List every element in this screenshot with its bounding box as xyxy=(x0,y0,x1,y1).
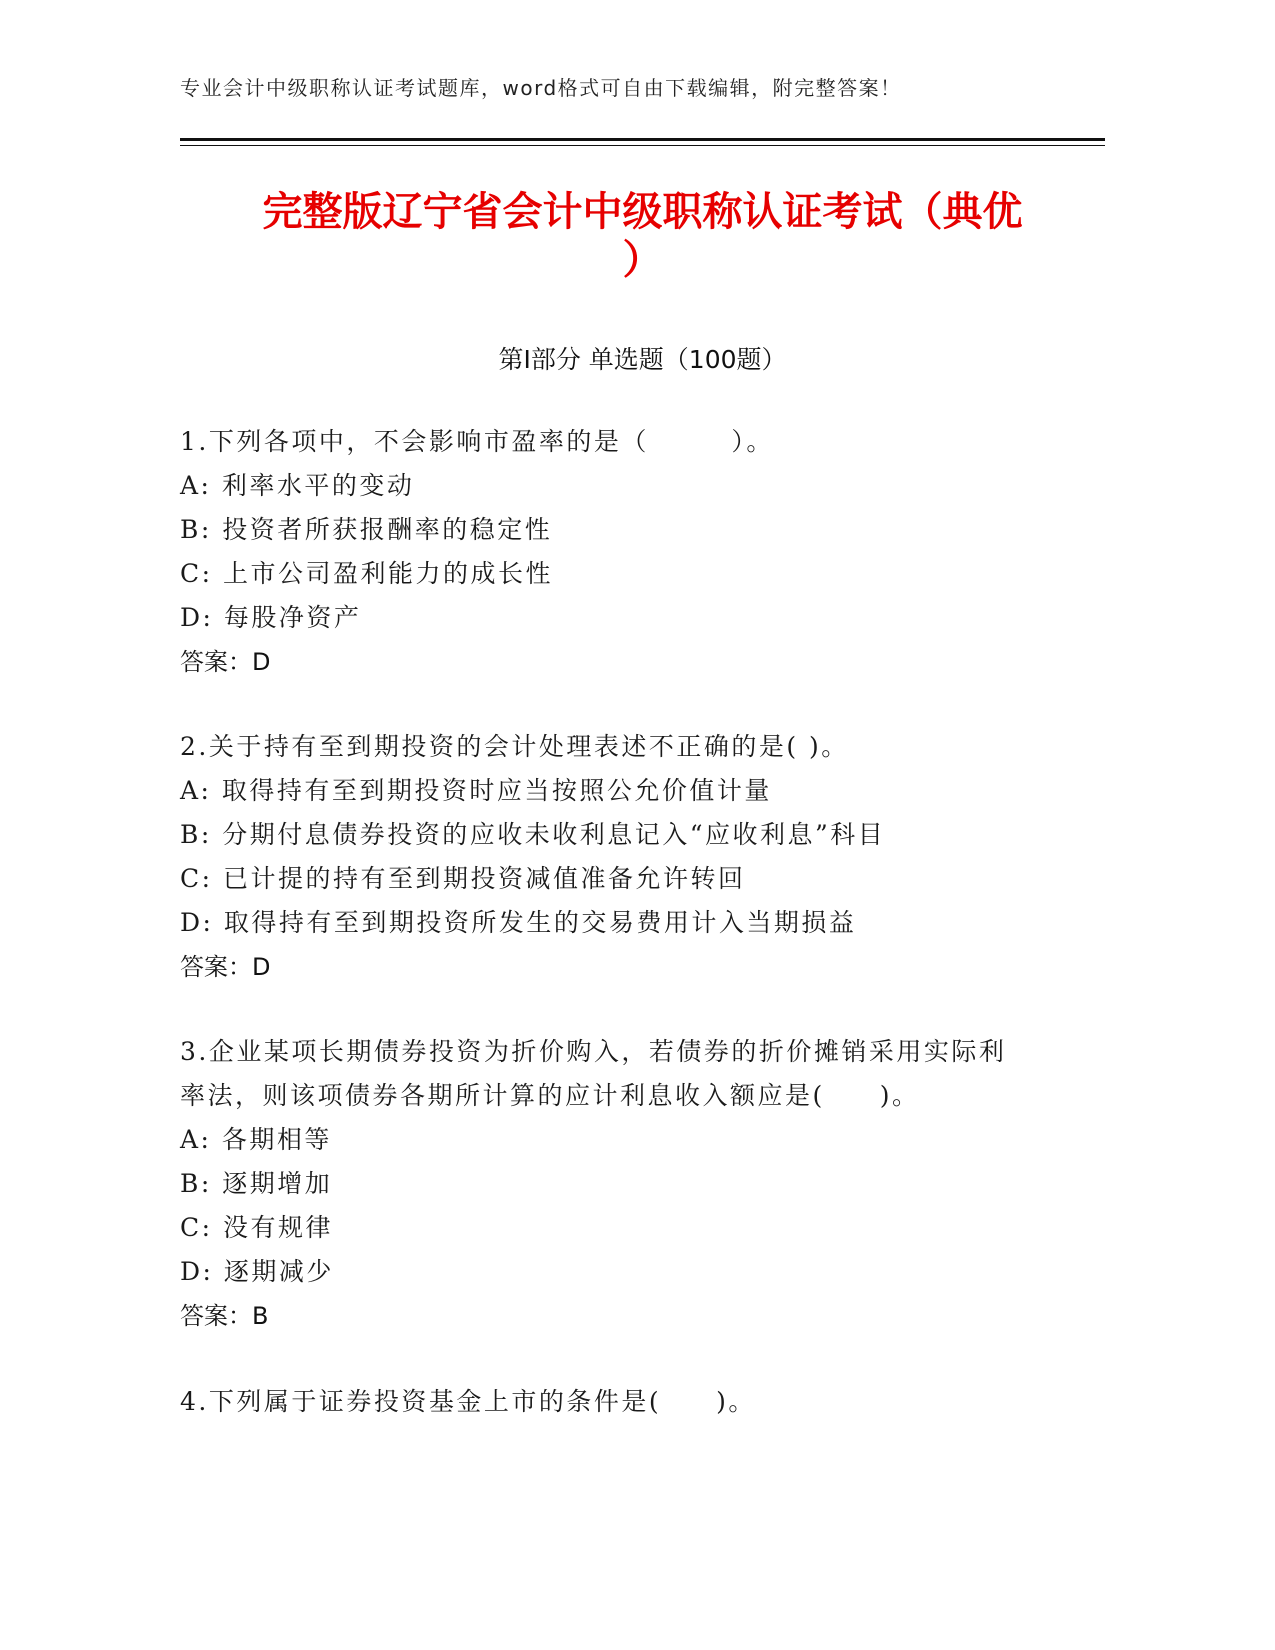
question-stem: 4.下列属于证券投资基金上市的条件是( )。 xyxy=(180,1387,756,1416)
document-title-line1: 完整版辽宁省会计中级职称认证考试（典优 xyxy=(262,189,1023,235)
header-divider-thin xyxy=(180,145,1105,146)
option-d: D: 每股净资产 xyxy=(180,603,362,632)
section-heading: 第Ⅰ部分 单选题（100题） xyxy=(498,345,787,374)
option-c: C: 没有规律 xyxy=(180,1213,333,1242)
option-a: A: 各期相等 xyxy=(180,1125,332,1154)
header-divider-thick xyxy=(180,138,1105,141)
option-c: C: 已计提的持有至到期投资减值准备允许转回 xyxy=(180,864,746,893)
answer: 答案：D xyxy=(180,953,271,981)
question-2 xyxy=(180,725,1040,989)
question-stem: 2.关于持有至到期投资的会计处理表述不正确的是( )。 xyxy=(180,732,849,761)
option-b: B: 逐期增加 xyxy=(180,1169,333,1198)
question-stem: 3.企业某项长期债券投资为折价购入，若债券的折价摊销采用实际利率法，则该项债券各期所计算的应计利息收入额应是( )。 xyxy=(180,1037,1007,1110)
document-title xyxy=(180,188,1105,284)
option-d: D: 取得持有至到期投资所发生的交易费用计入当期损益 xyxy=(180,908,857,937)
option-a: A: 利率水平的变动 xyxy=(180,471,415,500)
option-a: A: 取得持有至到期投资时应当按照公允价值计量 xyxy=(180,776,772,805)
question-3 xyxy=(180,1030,1025,1338)
answer: 答案：D xyxy=(180,648,271,676)
option-d: D: 逐期减少 xyxy=(180,1257,334,1286)
document-title-line2: ） xyxy=(622,237,663,283)
option-b: B: 分期付息债券投资的应收未收利息记入“应收利息”科目 xyxy=(180,820,886,849)
answer: 答案：B xyxy=(180,1302,269,1330)
question-1 xyxy=(180,420,1040,684)
question-stem: 1.下列各项中，不会影响市盈率的是（ ）。 xyxy=(180,427,774,456)
option-c: C: 上市公司盈利能力的成长性 xyxy=(180,559,553,588)
question-4 xyxy=(180,1380,1040,1424)
header-note: 专业会计中级职称认证考试题库，word格式可自由下载编辑，附完整答案！ xyxy=(180,76,902,100)
option-b: B: 投资者所获报酬率的稳定性 xyxy=(180,515,553,544)
